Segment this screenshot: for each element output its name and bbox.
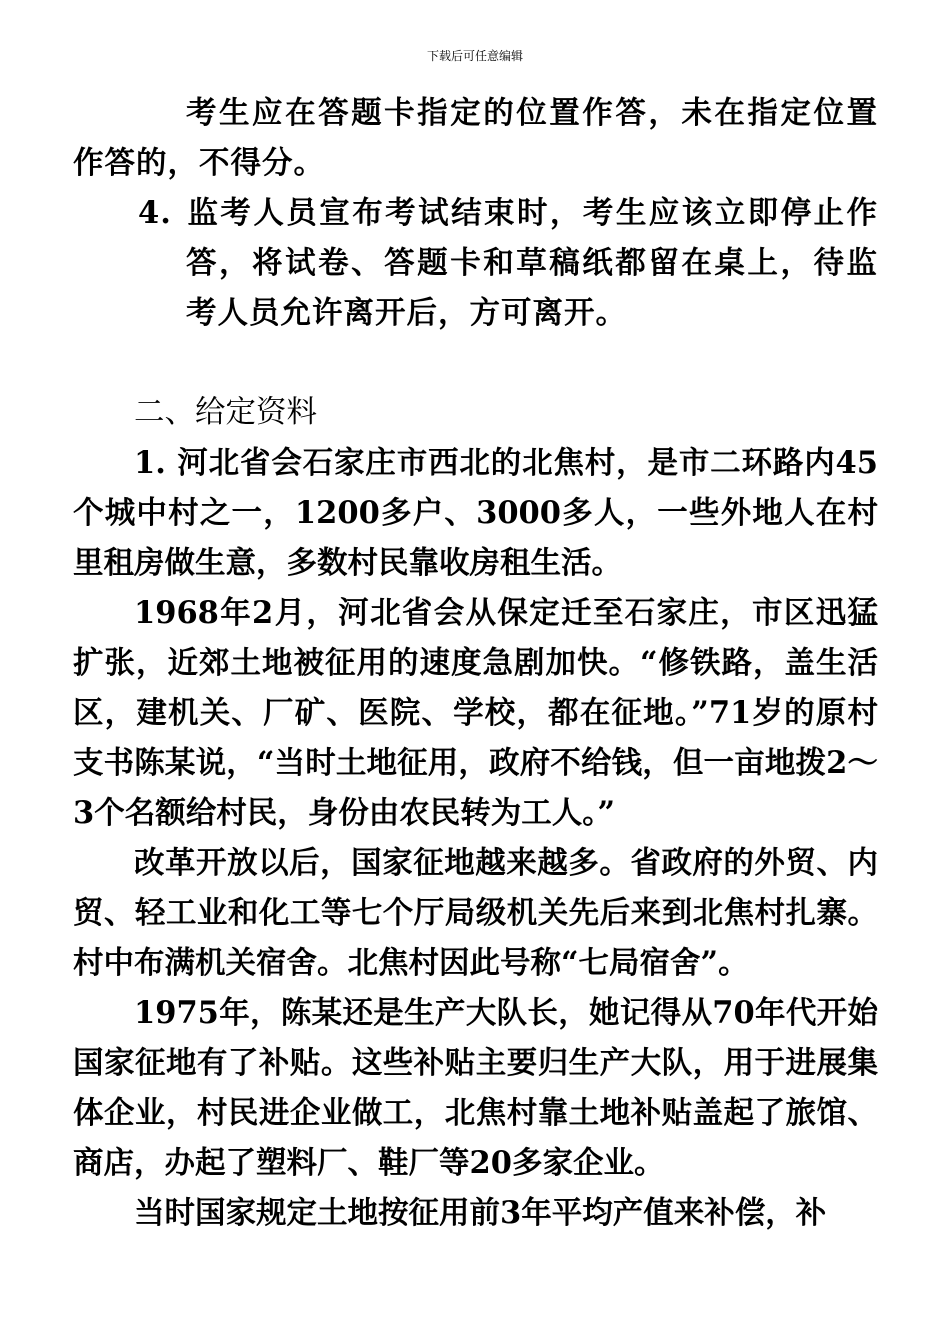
material-paragraph-5: 当时国家规定土地按征用前3年平均产值来补偿，补 bbox=[134, 1195, 827, 1231]
material-paragraph-1-number: 1. bbox=[134, 445, 166, 481]
material-paragraph-2: 1968年2月，河北省会从保定迁至石家庄，市区迅猛扩张，近郊土地被征用的速度急剧加快。“修铁路，盖生活区，建机关、厂矿、医院、学校，都在征地。”71岁的原村支书陈某说，“当时土地征用，政府不给钱，但一亩地拨2～3个名额给村民，身份由农民转为工人。” bbox=[73, 595, 878, 831]
section-title: 二、给定资料 bbox=[134, 395, 317, 430]
instruction-item-3-continued: 考生应在答题卡指定的位置作答，未在指定位置作答的，不得分。 bbox=[73, 95, 878, 181]
material-paragraph-4: 1975年，陈某还是生产大队长，她记得从70年代开始国家征地有了补贴。这些补贴主要归生产大队，用于进展集体企业，村民进企业做工，北焦村靠土地补贴盖起了旅馆、商店，办起了塑料厂、鞋厂等20多家企业。 bbox=[73, 995, 878, 1181]
material-paragraph-3: 改革开放以后，国家征地越来越多。省政府的外贸、内贸、轻工业和化工等七个厅局级机关先后来到北焦村扎寨。村中布满机关宿舍。北焦村因此号称“七局宿舍”。 bbox=[73, 845, 878, 981]
instruction-item-4-text: 监考人员宣布考试结束时，考生应该立即停止作答，将试卷、答题卡和草稿纸都留在桌上，待监考人员允许离开后，方可离开。 bbox=[186, 195, 878, 331]
material-paragraph-1-text: 河北省会石家庄市西北的北焦村，是市二环路内45个城中村之一，1200多户、3000多人，一些外地人在村里租房做生意，多数村民靠收房租生活。 bbox=[73, 445, 878, 581]
instruction-item-4 bbox=[73, 188, 878, 338]
document-body bbox=[73, 88, 878, 1238]
header-note: 下载后可任意编辑 bbox=[426, 49, 523, 63]
instruction-item-4-number: 4. bbox=[138, 195, 172, 231]
material-paragraph-1 bbox=[73, 438, 878, 588]
